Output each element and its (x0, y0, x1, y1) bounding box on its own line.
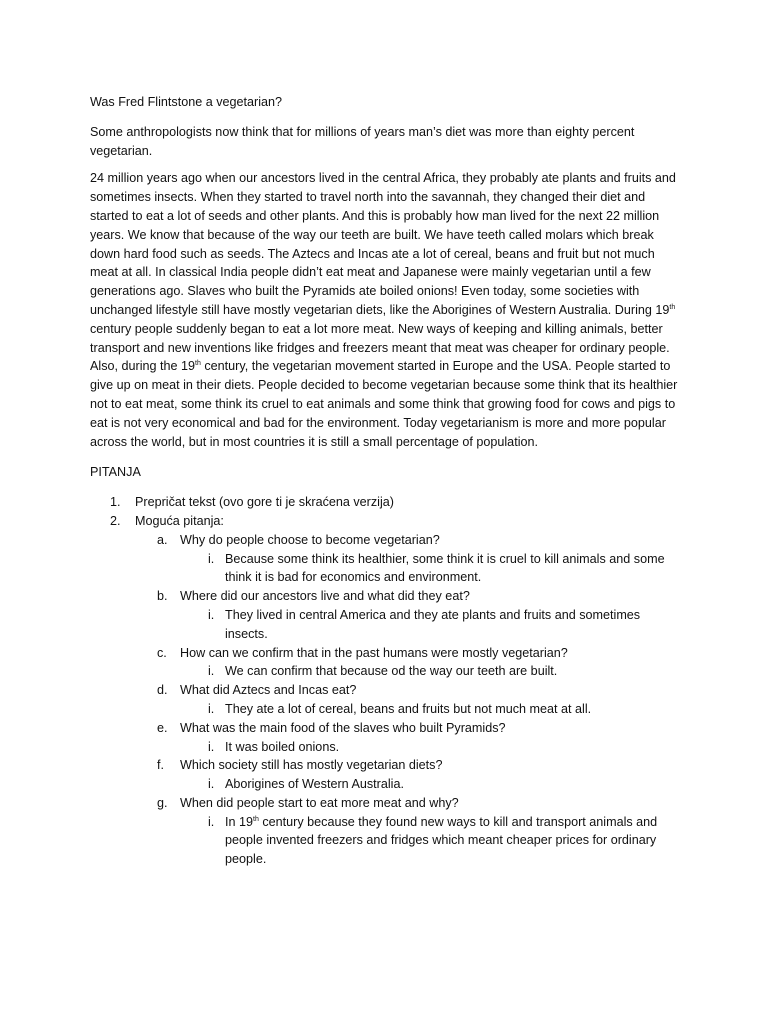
question-item (135, 719, 682, 757)
answer-text: We can confirm that because od the way our teeth are built. (225, 664, 558, 679)
body-text-1: 24 million years ago when our ancestors lived in the central Africa, they probably ate plants and fruits and sometimes insects. When they started to travel north into the savannah, they changed their diet and started to eat a lot of seeds and other plants. And this is probably how man lived for the next 22 million years. We know that because of the way our teeth are built. We have teeth called molars which break down hard food such as seeds. The Aztecs and Incas ate a lot of cereal, beans and fruit but not much meat at all. In classical India people didn’t eat meat and Japanese were mainly vegetarian until a few generations ago. Slaves who built the Pyramids ate boiled onions! Even today, some societies with unchanged lifestyle still have mostly vegetarian diets, like the Aborigines of Western Australia. During 19 (90, 171, 676, 317)
answer-numeral: i. (208, 551, 215, 566)
question-letter: d. (157, 683, 168, 698)
question-text: Where did our ancestors live and what did they eat? (180, 589, 470, 604)
answer-list (180, 550, 682, 588)
intro-paragraph: Some anthropologists now think that for millions of years man’s diet was more than eighty percent vegetarian. (90, 124, 635, 158)
list-item-2 (90, 512, 682, 869)
answer-list (180, 700, 682, 719)
question-text: Which society still has mostly vegetarian diets? (180, 758, 443, 773)
answer-text: Because some think its healthier, some think it is cruel to kill animals and some think it is bad for economics and environment. (225, 551, 665, 585)
question-item (135, 587, 682, 643)
answer-list (180, 738, 682, 757)
question-letter: a. (157, 532, 168, 547)
question-item (135, 681, 682, 719)
answer-numeral: i. (208, 664, 215, 679)
document-content (90, 93, 682, 869)
question-text: Why do people choose to become vegetarian? (180, 532, 440, 547)
answer-list (180, 662, 682, 681)
question-item (135, 531, 682, 587)
question-letter: e. (157, 720, 168, 735)
question-letter: g. (157, 795, 168, 810)
answer-text: They lived in central America and they ate plants and fruits and sometimes insects. (225, 607, 641, 641)
answer-numeral: i. (208, 701, 215, 716)
answer-numeral: i. (208, 607, 215, 622)
list-item-text: Prepričat tekst (ovo gore ti je skraćena verzija) (135, 495, 394, 510)
answer-item (180, 662, 682, 681)
answer-numeral: i. (208, 739, 215, 754)
list-number: 1. (110, 495, 121, 510)
answer-item (180, 606, 682, 644)
answer-list (180, 813, 682, 869)
task-list (90, 493, 682, 869)
list-item-text: Moguća pitanja: (135, 513, 224, 528)
question-text: What was the main food of the slaves who built Pyramids? (180, 720, 506, 735)
question-text: How can we confirm that in the past humans were mostly vegetarian? (180, 645, 568, 660)
superscript-th: th (669, 303, 676, 311)
section-heading: PITANJA (90, 465, 141, 480)
list-number: 2. (110, 513, 121, 528)
answer-item (180, 738, 682, 757)
superscript-th: th (195, 360, 201, 368)
answer-text: It was boiled onions. (225, 739, 340, 754)
answer-item (180, 775, 682, 794)
body-text-2: century people suddenly began to eat a lot more meat. New ways of keeping and killing animals, better transport and new inventions like fridges and freezers meant that meat was cheaper for ordinary people. Also, during the 19 (90, 321, 670, 374)
list-item-1 (90, 493, 682, 512)
question-text: What did Aztecs and Incas eat? (180, 683, 357, 698)
question-letter: f. (157, 758, 164, 773)
question-letter: c. (157, 645, 167, 660)
answer-item (180, 813, 682, 869)
question-item (135, 794, 682, 869)
question-letter: b. (157, 589, 168, 604)
answer-item (180, 550, 682, 588)
answer-numeral: i. (208, 814, 215, 829)
answer-numeral: i. (208, 777, 215, 792)
question-item (135, 644, 682, 682)
answer-text: Aborigines of Western Australia. (225, 777, 404, 792)
superscript-th: th (253, 815, 259, 823)
answer-item (180, 700, 682, 719)
answer-text-start: In 19 (225, 814, 254, 829)
body-text-3: century, the vegetarian movement started in Europe and the USA. People started to give up on meat in their diets. People decided to become vegetarian because some think that its healthier not to eat meat, some think its cruel to eat animals and some think that growing food for cows and pigs to eat is not very economical and bad for the environment. Today vegetarianism is more and more popular across the world, but in most countries it is still a small percentage of population. (90, 359, 678, 449)
answer-text-end: century because they found new ways to kill and transport animals and people invented freezers and fridges which meant cheaper prices for ordinary people. (225, 814, 658, 867)
question-item (135, 756, 682, 794)
answer-text: They ate a lot of cereal, beans and fruits but not much meat at all. (225, 701, 592, 716)
answer-list (180, 606, 682, 644)
document-title: Was Fred Flintstone a vegetarian? (90, 95, 283, 109)
question-text: When did people start to eat more meat and why? (180, 795, 459, 810)
question-list (135, 531, 682, 869)
answer-list (180, 775, 682, 794)
body-paragraph (90, 169, 682, 451)
